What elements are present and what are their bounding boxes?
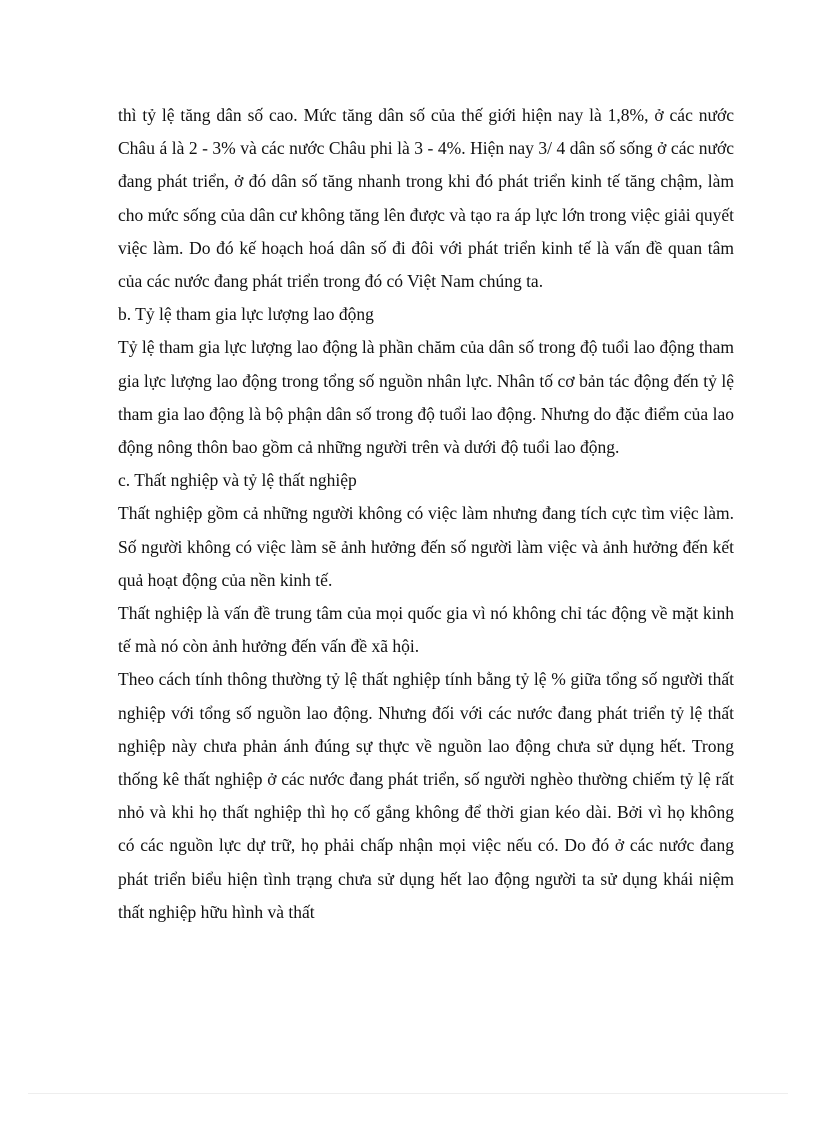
document-body [118, 99, 734, 929]
paragraph-unemployment-rate: Theo cách tính thông thường tỷ lệ thất nghiệp tính bằng tỷ lệ % giữa tổng số người thất nghiệp với tổng số nguồn lao động. Nhưng đối với các nước đang phát triển tỷ lệ thất nghiệp này chưa phản ánh đúng sự thực về nguồn lao động chưa sử dụng hết. Trong thống kê thất nghiệp ở các nước đang phát triển, số người nghèo thường chiếm tỷ lệ rất nhỏ và khi họ thất nghiệp thì họ cố gắng không để thời gian kéo dài. Bởi vì họ không có các nguồn lực dự trữ, họ phải chấp nhận mọi việc nếu có. Do đó ở các nước đang phát triển biểu hiện tình trạng chưa sử dụng hết lao động người ta sử dụng khái niệm thất nghiệp hữu hình và thất [118, 669, 734, 922]
paragraph-labor-participation: Tỷ lệ tham gia lực lượng lao động là phần chăm của dân số trong độ tuổi lao động tham gia lực lượng lao động trong tổng số nguồn nhân lực. Nhân tố cơ bản tác động đến tỷ lệ tham gia lao động là bộ phận dân số trong độ tuổi lao động. Nhưng do đặc điểm của lao động nông thôn bao gồm cả những người trên và dưới độ tuổi lao động. [118, 337, 734, 458]
heading-labor-participation: b. Tỷ lệ tham gia lực lượng lao động [118, 304, 374, 325]
heading-unemployment: c. Thất nghiệp và tỷ lệ thất nghiệp [118, 470, 357, 491]
paragraph-unemployment-definition: Thất nghiệp gồm cả những người không có việc làm nhưng đang tích cực tìm việc làm. Số người không có việc làm sẽ ảnh hưởng đến số người làm việc và ảnh hưởng đến kết quả hoạt động của nền kinh tế. [118, 503, 734, 590]
paragraph-population-growth: thì tỷ lệ tăng dân số cao. Mức tăng dân số của thế giới hiện nay là 1,8%, ở các nước Châu á là 2 - 3% và các nước Châu phi là 3 - 4%. Hiện nay 3/ 4 dân số sống ở các nước đang phát triển, ở đó dân số tăng nhanh trong khi đó phát triển kinh tế tăng chậm, làm cho mức sống của dân cư không tăng lên được và tạo ra áp lực lớn trong việc giải quyết việc làm. Do đó kế hoạch hoá dân số đi đôi với phát triển kinh tế là vấn đề quan tâm của các nước đang phát triển trong đó có Việt Nam chúng ta. [118, 105, 734, 292]
page-bottom-divider [28, 1093, 788, 1094]
paragraph-unemployment-importance: Thất nghiệp là vấn đề trung tâm của mọi quốc gia vì nó không chỉ tác động về mặt kinh tế mà nó còn ảnh hưởng đến vấn đề xã hội. [118, 603, 734, 657]
